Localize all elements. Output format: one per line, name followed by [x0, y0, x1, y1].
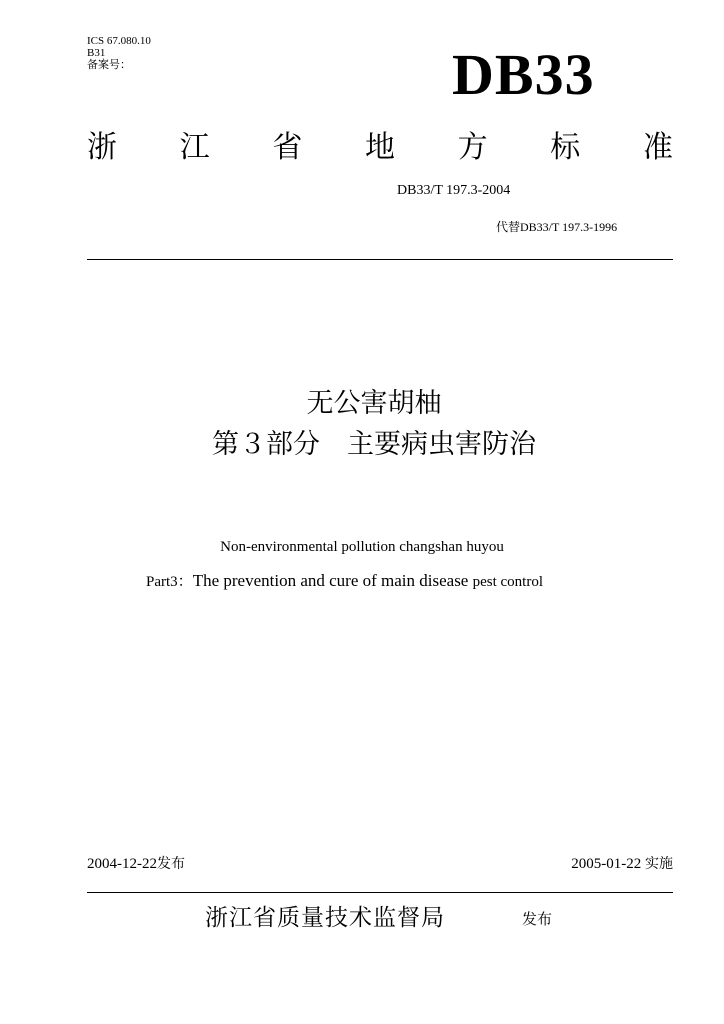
classification-code: B31	[87, 47, 106, 59]
implementation-date	[571, 853, 673, 873]
publish-date	[87, 853, 185, 873]
title-char: 地	[364, 130, 395, 165]
standard-number: DB33/T 197.3-2004	[397, 183, 511, 198]
title-char: 江	[179, 130, 210, 165]
title-cn-line2: 第３部分 主要病虫害防治	[212, 429, 536, 460]
replaces-number: DB33/T 197.3-1996	[520, 220, 618, 234]
title-en-line2	[146, 570, 543, 591]
title-char: 省	[272, 130, 303, 165]
replaces-prefix: 代替	[496, 220, 521, 234]
title-char: 标	[550, 130, 581, 165]
title-char: 方	[457, 130, 488, 165]
top-divider	[87, 259, 673, 260]
part-label: Part3	[146, 574, 178, 590]
document-header-codes	[87, 35, 151, 71]
title-en-tail: pest control	[472, 574, 544, 590]
issuing-suffix: 发布	[522, 910, 553, 928]
title-char: 浙	[87, 130, 117, 165]
part-separator: ：	[177, 572, 193, 590]
implementation-date-label: 实施	[645, 856, 673, 872]
bottom-divider	[87, 892, 673, 893]
title-cn-line1: 无公害胡柚	[306, 388, 442, 419]
issuing-authority: 浙江省质量技术监督局	[205, 905, 445, 931]
title-en-line1: Non-environmental pollution changshan huyou	[220, 539, 504, 555]
replaces-standard	[496, 218, 617, 235]
db33-logo: DB33	[452, 42, 595, 107]
title-en-main: The prevention and cure of main disease	[192, 571, 469, 590]
publish-date-value: 2004-12-22	[87, 856, 157, 872]
title-char: 准	[642, 130, 673, 165]
ics-code: ICS 67.080.10	[87, 35, 151, 47]
implementation-date-value: 2005-01-22	[571, 856, 642, 872]
record-number-label: 备案号：	[87, 59, 131, 71]
publish-date-label: 发布	[157, 856, 185, 872]
standard-type-title	[87, 128, 673, 168]
